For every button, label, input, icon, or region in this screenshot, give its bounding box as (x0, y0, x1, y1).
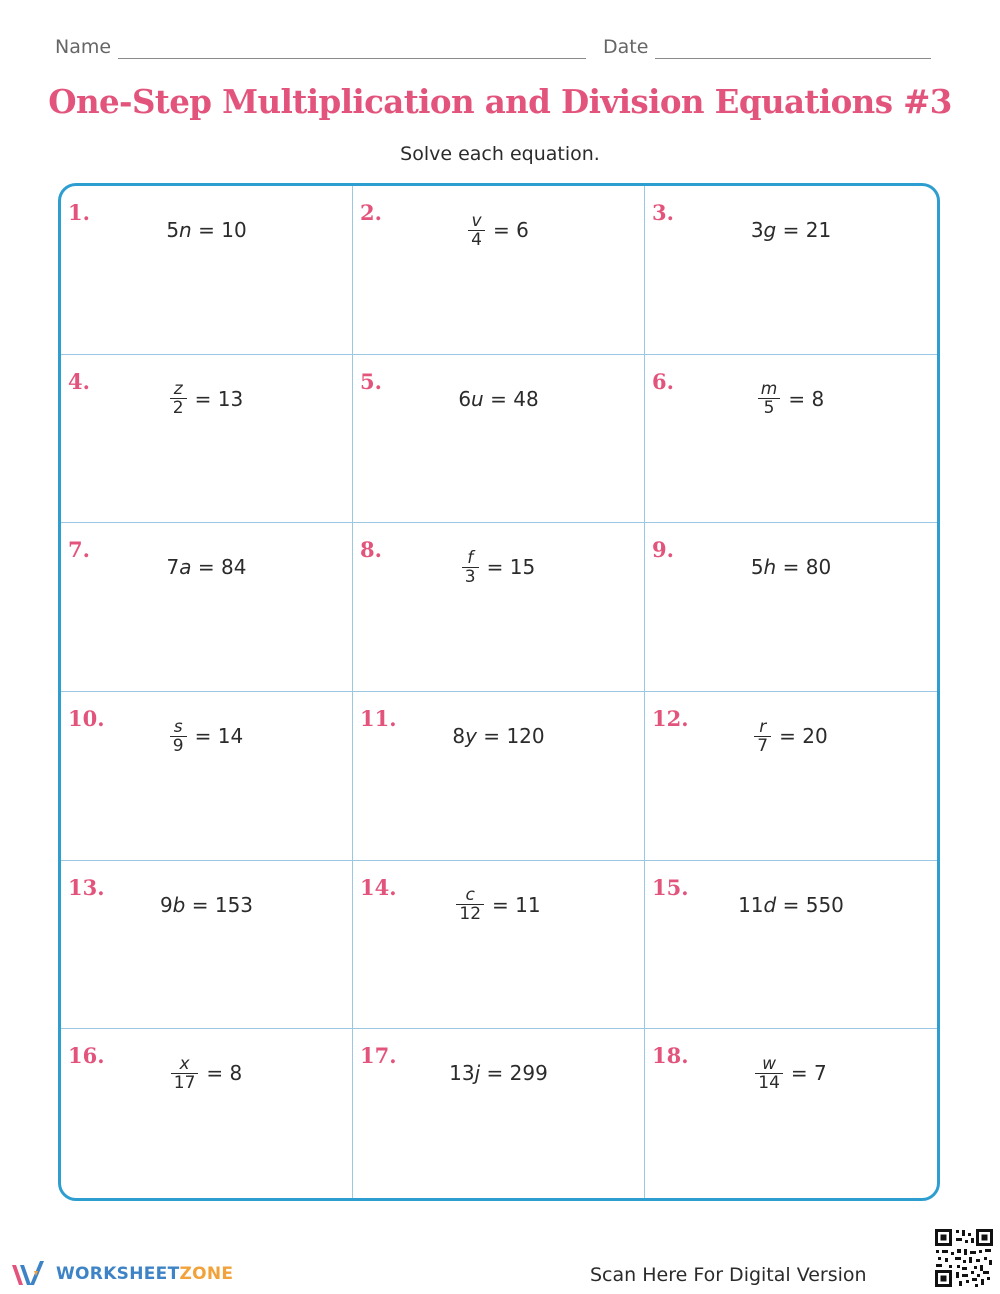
fraction-denominator: 4 (471, 229, 482, 250)
problem-number: 8. (360, 537, 382, 563)
problem-number: 11. (360, 706, 397, 731)
problem-cell[interactable] (61, 861, 353, 1030)
name-label: Name (55, 36, 112, 58)
fraction-denominator: 3 (464, 566, 476, 587)
equation-fraction (462, 549, 479, 586)
problem-cell[interactable] (353, 186, 645, 355)
problem-cell[interactable] (645, 861, 937, 1030)
logo-mark-icon (10, 1259, 48, 1289)
equation-fraction (754, 718, 771, 755)
problem-cell[interactable] (353, 692, 645, 861)
name-date-row (55, 36, 935, 64)
fraction-numerator: v (471, 210, 482, 231)
fraction-numerator: r (759, 716, 767, 737)
equals-sign: = (779, 724, 803, 748)
equals-sign: = (194, 724, 218, 748)
problem-number: 14. (360, 874, 397, 900)
fraction-denominator: 5 (763, 398, 775, 419)
worksheet-zone-logo (10, 1258, 233, 1290)
equation-fraction (755, 1055, 783, 1092)
equation-rhs: 84 (221, 555, 247, 580)
problem-cell[interactable] (61, 186, 353, 355)
problem-number: 18. (652, 1043, 689, 1069)
problem-cell[interactable] (353, 523, 645, 692)
equals-sign: = (776, 892, 806, 917)
equation-coefficient: 11 (738, 892, 764, 917)
equation-variable: h (763, 555, 777, 580)
equation-fraction (468, 212, 485, 249)
equals-sign: = (191, 218, 222, 242)
instructions: Solve each equation. (400, 143, 600, 165)
logo-text (56, 1264, 233, 1284)
problem-cell[interactable] (353, 861, 645, 1030)
fraction-denominator: 2 (172, 398, 184, 419)
equals-sign: = (483, 386, 514, 411)
fraction-denominator: 14 (758, 1072, 780, 1093)
problem-cell[interactable] (61, 523, 353, 692)
equation-rhs: 6 (516, 218, 529, 242)
equation-variable: g (763, 218, 777, 242)
fraction-denominator: 12 (459, 904, 482, 925)
problem-cell[interactable] (645, 355, 937, 524)
equation-rhs: 14 (217, 724, 244, 748)
equation-rhs: 153 (214, 892, 254, 917)
fraction-numerator: c (465, 885, 475, 906)
name-field[interactable] (118, 58, 586, 59)
problem-cell[interactable] (645, 1029, 937, 1198)
equation-fraction (456, 886, 484, 923)
equation-rhs: 8 (229, 1061, 243, 1086)
problem-number: 5. (360, 368, 382, 394)
equals-sign: = (206, 1061, 230, 1086)
problem-cell[interactable] (645, 692, 937, 861)
equals-sign: = (185, 892, 215, 917)
problem-number: 4. (68, 368, 90, 394)
problem-number: 13. (68, 874, 105, 900)
problem-cell[interactable] (645, 186, 937, 355)
equation-fraction (170, 718, 187, 755)
problem-number: 3. (652, 200, 674, 225)
equation-variable: y (465, 724, 477, 748)
problem-cell[interactable] (353, 355, 645, 524)
equation-rhs: 20 (802, 724, 828, 748)
equation-rhs: 48 (513, 386, 539, 411)
equation-coefficient: 8 (452, 724, 466, 748)
equation-coefficient: 7 (166, 555, 180, 580)
equation-variable: u (471, 386, 484, 411)
equation-variable: a (179, 555, 192, 580)
problem-cell[interactable] (61, 1029, 353, 1198)
equals-sign: = (191, 555, 222, 580)
equation-rhs: 21 (805, 218, 832, 242)
equation-rhs: 15 (509, 555, 536, 580)
equation-rhs: 11 (515, 892, 541, 917)
equation-rhs: 80 (805, 555, 832, 580)
equation-variable: d (763, 892, 777, 917)
equation-rhs: 13 (217, 386, 244, 411)
equals-sign: = (480, 1061, 510, 1086)
equation-rhs: 120 (506, 724, 545, 748)
scan-text: Scan Here For Digital Version (590, 1264, 867, 1286)
problem-number: 9. (652, 537, 674, 563)
fraction-numerator: x (179, 1053, 190, 1074)
problem-cell[interactable] (353, 1029, 645, 1198)
equals-sign: = (194, 386, 218, 411)
problem-cell[interactable] (645, 523, 937, 692)
problem-number: 2. (360, 200, 382, 225)
equals-sign: = (476, 724, 507, 748)
fraction-numerator: z (173, 379, 183, 400)
equation-coefficient: 5 (750, 555, 764, 580)
problem-number: 1. (68, 200, 90, 225)
worksheet-title: One-Step Multiplication and Division Equations #3 (48, 82, 952, 121)
equals-sign: = (776, 218, 806, 242)
fraction-denominator: 17 (173, 1072, 196, 1093)
problem-cell[interactable] (61, 692, 353, 861)
equation-coefficient: 6 (458, 386, 472, 411)
equals-sign: = (790, 1061, 815, 1086)
equation-fraction (170, 380, 187, 417)
problem-number: 16. (68, 1043, 105, 1069)
problem-number: 10. (68, 706, 105, 731)
equation-coefficient: 5 (166, 218, 180, 242)
problem-number: 12. (652, 706, 689, 731)
equals-sign: = (492, 892, 516, 917)
date-label: Date (603, 36, 649, 58)
equation-rhs: 8 (811, 386, 825, 411)
fraction-numerator: f (467, 547, 474, 568)
problem-number: 7. (68, 537, 90, 563)
equation-coefficient: 3 (750, 218, 764, 242)
equation-rhs: 299 (509, 1061, 548, 1086)
equation-coefficient: 9 (159, 892, 173, 917)
fraction-numerator: s (173, 716, 183, 737)
fraction-denominator: 9 (172, 735, 184, 756)
equation-coefficient: 13 (449, 1061, 475, 1086)
equation-rhs: 550 (805, 892, 844, 917)
equation-variable: j (474, 1061, 481, 1086)
equation-rhs: 7 (814, 1061, 827, 1086)
problem-cell[interactable] (61, 355, 353, 524)
date-field[interactable] (655, 58, 931, 59)
problem-number: 17. (360, 1043, 397, 1069)
fraction-numerator: w (762, 1053, 777, 1074)
equation-variable: b (172, 892, 186, 917)
equation-rhs: 10 (221, 218, 247, 242)
logo-text-zone: ZONE (179, 1264, 234, 1284)
equals-sign: = (486, 555, 510, 580)
problem-grid (58, 183, 940, 1201)
logo-text-worksheet: WORKSHEET (56, 1264, 180, 1284)
problem-number: 15. (652, 874, 689, 900)
equals-sign: = (776, 555, 806, 580)
equation-variable: n (179, 218, 192, 242)
equation-fraction (758, 380, 781, 417)
equals-sign: = (492, 218, 517, 242)
fraction-denominator: 7 (757, 735, 769, 756)
problem-number: 6. (652, 368, 674, 394)
qr-code-icon[interactable] (933, 1227, 995, 1289)
equals-sign: = (788, 386, 812, 411)
equation-fraction (171, 1055, 199, 1092)
fraction-numerator: m (760, 379, 778, 400)
